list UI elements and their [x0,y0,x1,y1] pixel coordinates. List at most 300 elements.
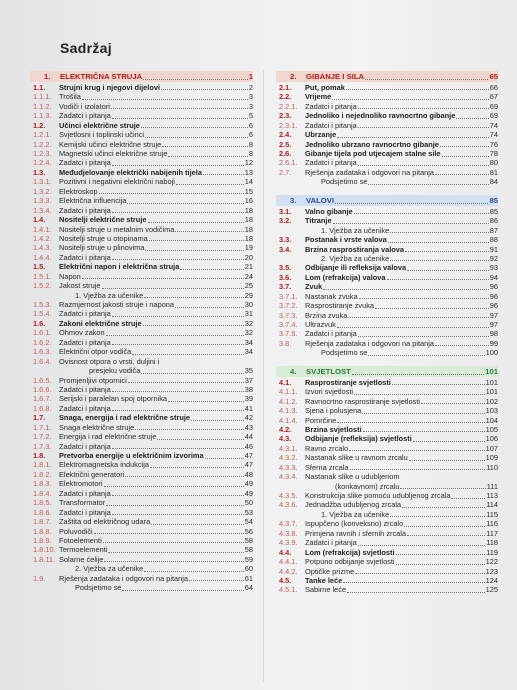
toc-entry [30,357,253,366]
toc-entry-number: 2.1. [279,83,292,92]
toc-entry [30,451,253,460]
toc-page-number: 100 [485,348,498,358]
toc-entry-title: Ravno zrcalo [305,443,349,453]
toc-entry-title: Zadatci i pitanja [305,120,357,130]
toc-entry-title: Električni generatori [59,469,125,479]
toc-entry [30,442,253,451]
toc-entry [276,501,498,510]
toc-entry [30,366,253,375]
toc-leader-dots [145,249,243,251]
toc-leader-dots [176,183,244,185]
toc-leader-dots [104,485,244,487]
toc-leader-dots [337,326,489,328]
toc-entry-number: 1.7.1. [33,422,52,432]
toc-leader-dots [333,222,489,224]
toc-entry-number: 1.2. [33,120,46,130]
toc-page-number: 69 [489,111,498,121]
toc-leader-dots [112,315,244,317]
toc-page-number: 78 [489,149,498,159]
toc-entry-title: Podsjetimo se [75,583,122,593]
toc-entry [30,574,253,583]
toc-column-left [30,71,253,593]
toc-entry-number: 4.3.1. [279,443,298,453]
toc-entry-title: Jakost struje [59,281,101,291]
toc-page-number: 74 [489,120,498,130]
toc-page-number: 38 [244,385,253,394]
toc-page-number: 106 [485,434,498,444]
toc-entry-number: 4.3. [279,434,292,444]
toc-entry-number: 1.6. [33,318,46,328]
toc-page-number: 3 [248,101,253,111]
toc-entry-title: Gibanje tijela pod utjecajem stalne sile [305,149,441,159]
toc-entry-title: Ultrazvuk [305,320,336,330]
toc-entry-title: (konkavnom) zrcalu [335,481,400,491]
toc-page-number: 123 [485,566,498,576]
toc-leader-dots [112,447,244,449]
toc-page-number: 65 [489,72,498,81]
toc-entry [30,206,253,215]
toc-leader-dots [108,551,243,553]
toc-entry [30,376,253,385]
toc-entry-number: 3.1. [279,206,292,216]
page-title: Sadržaj [60,40,112,56]
toc-entry [30,432,253,441]
toc-leader-dots [112,513,244,515]
toc-entry-number: 2.6.1. [279,158,298,168]
toc-page-number: 16 [244,196,253,206]
toc-entry-number: 3.3. [279,235,292,245]
toc-page-number: 92 [489,254,498,263]
toc-entry [30,338,253,347]
toc-entry-title: Nastanak slike u ravnom zrcalu [305,453,408,463]
toc-page-number: 47 [244,460,253,470]
toc-entry-title: Lom (refrakcija) svjetlosti [305,547,395,557]
toc-page-number: 115 [486,509,498,519]
toc-entry-title: 2. Vježba za učenike [75,564,144,574]
toc-entry-number: 4.1.2. [279,396,298,406]
toc-entry-title: Rješenja zadataka i odgovori na pitanja [305,167,435,177]
toc-entry-title: Primjena ravnih i sfernih zrcala [305,528,407,538]
toc-entry-title: Jednadžba udubljenog zrcala [305,500,402,510]
toc-leader-dots [440,145,489,147]
toc-leader-dots [352,373,484,375]
toc-leader-dots [162,145,248,147]
toc-leader-dots [168,400,244,402]
toc-leader-dots [407,534,485,536]
toc-entry-number: 1.8.9. [33,536,52,545]
toc-entry [276,482,498,491]
toc-entry [30,281,253,290]
toc-page-number: 58 [244,545,253,555]
toc-entry [276,282,498,291]
toc-entry-title: Ohmov zakon [59,328,105,338]
toc-entry-title: Titranje [305,216,332,226]
toc-entry [30,121,253,130]
toc-entry [276,397,498,406]
toc-leader-dots [103,541,244,543]
toc-leader-dots [203,173,244,175]
toc-leader-dots [111,107,248,109]
toc-entry [276,320,498,329]
toc-leader-dots [112,258,244,260]
toc-leader-dots [390,515,485,517]
toc-leader-dots [456,117,488,119]
toc-entry-number: 1.2.3. [33,149,52,159]
toc-entry-number: 1.4.3. [33,243,52,253]
toc-page-number: 19 [244,243,253,253]
toc-entry-title: Rješenja zadataka i odgovori na pitanja [59,573,189,583]
toc-page-number: 96 [489,282,498,292]
toc-page-number: 110 [486,462,498,472]
toc-entry [276,538,498,547]
toc-page-number: 14 [244,177,253,187]
toc-page-number: 97 [489,310,498,320]
toc-page-number: 81 [489,167,498,177]
toc-leader-dots [122,589,243,591]
toc-entry-title: Zadatci i pitanja [305,538,357,548]
toc-leader-dots [335,202,488,204]
toc-page-number: 111 [486,481,498,491]
toc-leader-dots [128,381,244,383]
toc-page-number: 15 [244,186,253,196]
toc-entry [276,301,498,310]
toc-entry-title: Nositelji struje u metalnim vodičima [59,224,175,234]
toc-entry-title: Zadatci i pitanja [305,329,357,339]
toc-entry-number: 1.6.2. [33,337,52,347]
toc-entry-number: 1.1.3. [33,111,52,121]
toc-entry [276,235,498,244]
toc-entry-number: 3.7.1. [279,291,298,301]
toc-entry [276,311,498,320]
toc-entry-title: Energija i rad električne struje [59,432,157,442]
toc-entry [276,292,498,301]
toc-entry-number: 4.3.5. [279,491,298,501]
toc-entry-title: Rasprostiranje svjetlosti [305,377,391,387]
toc-entry-title: Nastanak zvuka [305,291,358,301]
toc-chapter-heading [30,71,253,82]
toc-entry-title: Tanke leće [305,576,343,585]
toc-entry [30,130,253,139]
toc-entry-number: 2.6. [279,149,292,159]
toc-leader-dots [388,241,489,243]
toc-entry-title: Zadatci i pitanja [59,337,111,347]
toc-entry-title: Zadatci i pitanja [59,488,111,498]
toc-entry [30,253,253,262]
toc-entry-number: 1.8.8. [33,526,52,536]
toc-entry-title: Fotoelementi [59,536,102,545]
toc-entry-number: 3.7.3. [279,310,298,320]
toc-entry [30,545,253,554]
toc-page-number: 20 [244,252,253,262]
toc-leader-dots [145,136,248,138]
toc-leader-dots [106,334,244,336]
toc-page-number: 118 [486,538,498,548]
toc-entry [30,159,253,168]
toc-entry [30,583,253,592]
toc-page-number: 18 [244,224,253,234]
toc-page-number: 101 [485,387,498,397]
toc-page-number: 67 [489,92,498,102]
toc-leader-dots [337,421,484,423]
toc-entry-number: 1.7.2. [33,432,52,442]
toc-entry [276,92,498,101]
toc-leader-dots [135,428,244,430]
toc-page-number: 69 [489,101,498,111]
toc-page-number: 34 [244,337,253,347]
toc-entry-title: Rasprostiranje zvuka [305,301,375,311]
toc-page-number: 47 [244,451,253,461]
toc-entry [30,489,253,498]
toc-entry [276,529,498,538]
toc-entry-number: 1.3. [33,167,46,177]
toc-page-number: 96 [489,291,498,301]
toc-leader-dots [104,560,243,562]
toc-leader-dots [175,230,243,232]
toc-entry [276,168,498,177]
toc-entry-title: Promjenljivi otpornici [59,375,127,385]
toc-entry-number: 1.9. [33,573,46,583]
toc-entry-title: Jednoliko i nejednoliko ravnocrtno gibanje [305,111,456,121]
toc-entry-title: Nositelji električne struje [59,215,147,225]
toc-entry-title: Sferna zrcala [305,462,349,472]
toc-leader-dots [387,278,489,280]
toc-entry-title: Svjetlosni i toplinski učinci [59,130,145,140]
toc-entry [276,567,498,576]
toc-entry [30,300,253,309]
toc-entry-title: Zadatci i pitanja [305,101,357,111]
toc-entry-title: Zadatci i pitanja [59,252,111,262]
toc-entry-number: 4.5. [279,576,292,585]
toc-entry [276,416,498,425]
toc-page-number: 97 [489,320,498,330]
toc-entry-title: Solarne ćelije [59,554,104,564]
toc-leader-dots [402,506,485,508]
toc-entry-title: Električni napon i električna struja [59,262,180,272]
toc-entry-title: Pretvorba energije u električnim izvorima [59,451,204,461]
toc-entry [276,510,498,519]
toc-entry [30,243,253,252]
toc-leader-dots [358,335,489,337]
toc-entry-title: Zakoni električne struje [59,318,142,328]
toc-leader-dots [346,88,489,90]
toc-entry-title: Nositelji struje u otopinama [59,234,148,243]
toc-entry-number: 1.6.4. [33,356,52,366]
toc-entry-title: Potpuno odbijanje svjetlosti [305,557,395,567]
toc-entry-title: Elektromotori [59,479,103,489]
toc-entry [30,291,253,300]
toc-page-number: 1 [248,72,253,81]
toc-leader-dots [148,221,244,223]
toc-entry [276,548,498,557]
toc-entry [30,149,253,158]
toc-leader-dots [358,164,489,166]
toc-leader-dots [112,211,244,213]
toc-entry-number: 1.8.3. [33,479,52,489]
toc-page-number: 18 [244,205,253,215]
toc-page-number: 85 [489,206,498,216]
toc-leader-dots [368,354,484,356]
toc-leader-dots [102,287,244,289]
toc-page-number: 119 [486,547,498,557]
toc-entry-title: Odbijanje ili refleksija valova [305,263,407,273]
toc-entry-number: 1.7. [33,413,46,423]
toc-entry-number: 1.8.5. [33,498,52,508]
toc-page-number: 6 [248,120,253,130]
toc-page-number: 122 [485,557,498,567]
toc-leader-dots [82,98,248,100]
toc-leader-dots [390,231,489,233]
toc-leader-dots [175,306,244,308]
toc-entry-number: 1.8.11. [33,554,56,564]
toc-entry-number: 4.4.2. [279,566,298,576]
toc-entry [276,576,498,585]
toc-entry-title: Brzina svjetlosti [305,425,362,434]
toc-leader-dots [144,570,244,572]
toc-page-number: 74 [489,130,498,140]
toc-entry-title: Elektroskop [59,186,98,196]
toc-entry-number: 3.7.4. [279,320,298,330]
toc-page-number: 101 [485,366,498,376]
toc-entry [276,207,498,216]
toc-page-number: 49 [244,488,253,498]
toc-entry-title: Zadatci i pitanja [59,403,111,413]
toc-entry-number: 4.3.6. [279,500,298,510]
toc-entry-number: 2. [290,72,297,81]
toc-leader-dots [112,390,244,392]
toc-entry [276,121,498,130]
toc-entry-number: 4.3.7. [279,519,298,529]
toc-entry [30,527,253,536]
toc-entry-title: Rješenja zadataka i odgovori na pitanja [305,338,435,348]
toc-leader-dots [149,239,244,241]
toc-entry [276,453,498,462]
toc-entry-number: 1.8.2. [33,469,52,479]
toc-entry [276,339,498,348]
toc-page-number: 8 [248,149,253,159]
toc-page-number: 5 [248,111,253,121]
toc-entry-number: 1.2.4. [33,158,52,168]
toc-entry [30,517,253,526]
toc-page-number: 18 [244,215,253,225]
toc-page-number: 30 [244,300,253,310]
toc-entry [30,328,253,337]
toc-leader-dots [132,353,243,355]
toc-entry-title: Snaga, energija i rad električne struje [59,413,191,423]
toc-entry [276,348,498,357]
toc-entry-title: Zvuk [305,282,323,292]
toc-entry [30,83,253,92]
toc-entry-title: Električna influencija [59,196,127,206]
toc-leader-dots [337,136,489,138]
toc-entry [30,423,253,432]
toc-entry-number: 2.2. [279,92,292,102]
toc-entry-title: Nositelji struje u plinovima [59,243,145,253]
toc-entry-number: 1.5.3. [33,300,52,310]
toc-entry [276,519,498,528]
toc-leader-dots [413,440,485,442]
toc-entry-title: Strujni krug i njegovi dijelovi [59,83,161,92]
toc-leader-dots [168,155,247,157]
toc-entry-title: Serijski i paralelan spoj otpornika [59,394,168,404]
toc-entry [30,470,253,479]
toc-entry-number: 3.7. [279,282,292,292]
toc-leader-dots [191,419,244,421]
section-gap [276,187,498,195]
toc-leader-dots [112,343,244,345]
toc-leader-dots [442,155,489,157]
toc-entry-title: Zadatci i pitanja [305,158,357,168]
toc-entry-number: 1.2.2. [33,139,52,149]
toc-entry-number: 1.4.2. [33,234,52,243]
toc-entry [30,564,253,573]
toc-entry-title: Postanak i vrste valova [305,235,387,245]
toc-entry [276,585,498,594]
toc-leader-dots [396,553,486,555]
toc-leader-dots [363,430,485,432]
toc-entry-title: Podsjetimo se [321,348,368,358]
toc-entry-title: Sabirne leće [305,585,347,595]
toc-leader-dots [112,494,244,496]
toc-page-number: 87 [489,225,498,235]
toc-entry [276,263,498,272]
toc-entry-title: Kemijski učinci električne struje [59,139,162,149]
toc-page-number: 50 [244,498,253,508]
toc-page-number: 98 [489,329,498,339]
toc-page-number: 49 [244,479,253,489]
toc-column-right [276,71,498,595]
toc-entry-title: Elektromagnetska indukcija [59,460,149,470]
toc-entry-title: Konstrukcija slike pomoću udubljenog zrcala [305,491,451,501]
toc-page-number: 35 [244,366,253,376]
toc-entry-number: 1.8.6. [33,507,52,517]
toc-entry [276,387,498,396]
toc-page-number: 86 [489,216,498,226]
toc-entry-title: GIBANJE I SILA [306,72,365,81]
toc-entry-title: Odbijanje (refleksija) svjetlosti [305,434,412,444]
toc-leader-dots [143,78,248,80]
toc-entry-number: 1. [44,72,51,81]
toc-leader-dots [358,107,489,109]
toc-entry-number: 1.2.1. [33,130,52,140]
toc-leader-dots [390,259,489,261]
toc-page-number: 105 [485,425,498,434]
toc-entry-number: 2.4. [279,130,292,140]
toc-entry-number: 1.7.3. [33,441,52,451]
toc-entry-title: Učinci električne struje [59,120,140,130]
toc-entry-title: Električni otpor vodiča [59,347,132,357]
toc-page-number: 37 [244,375,253,385]
toc-entry-title: Ubrzanje [305,130,337,140]
toc-entry [30,234,253,243]
toc-page-number: 66 [489,83,498,92]
toc-page-number: 88 [489,235,498,245]
toc-entry-title: Ispupčeno (konveksno) zrcalo [305,519,404,529]
toc-entry [276,434,498,443]
toc-entry-title: Brzina rasprostiranja valova [305,244,404,254]
toc-entry-number: 1.8.1. [33,460,52,470]
toc-entry-number: 4.1. [279,377,292,387]
toc-leader-dots [347,591,485,593]
toc-entry-number: 4.2. [279,425,292,434]
toc-page-number: 125 [485,585,498,595]
toc-leader-dots [106,504,244,506]
toc-leader-dots [323,288,489,290]
toc-page-number: 25 [244,281,253,291]
toc-page-number: 54 [244,517,253,527]
toc-entry-title: Put, pomak [305,83,345,92]
toc-leader-dots [82,277,244,279]
toc-entry [276,130,498,139]
